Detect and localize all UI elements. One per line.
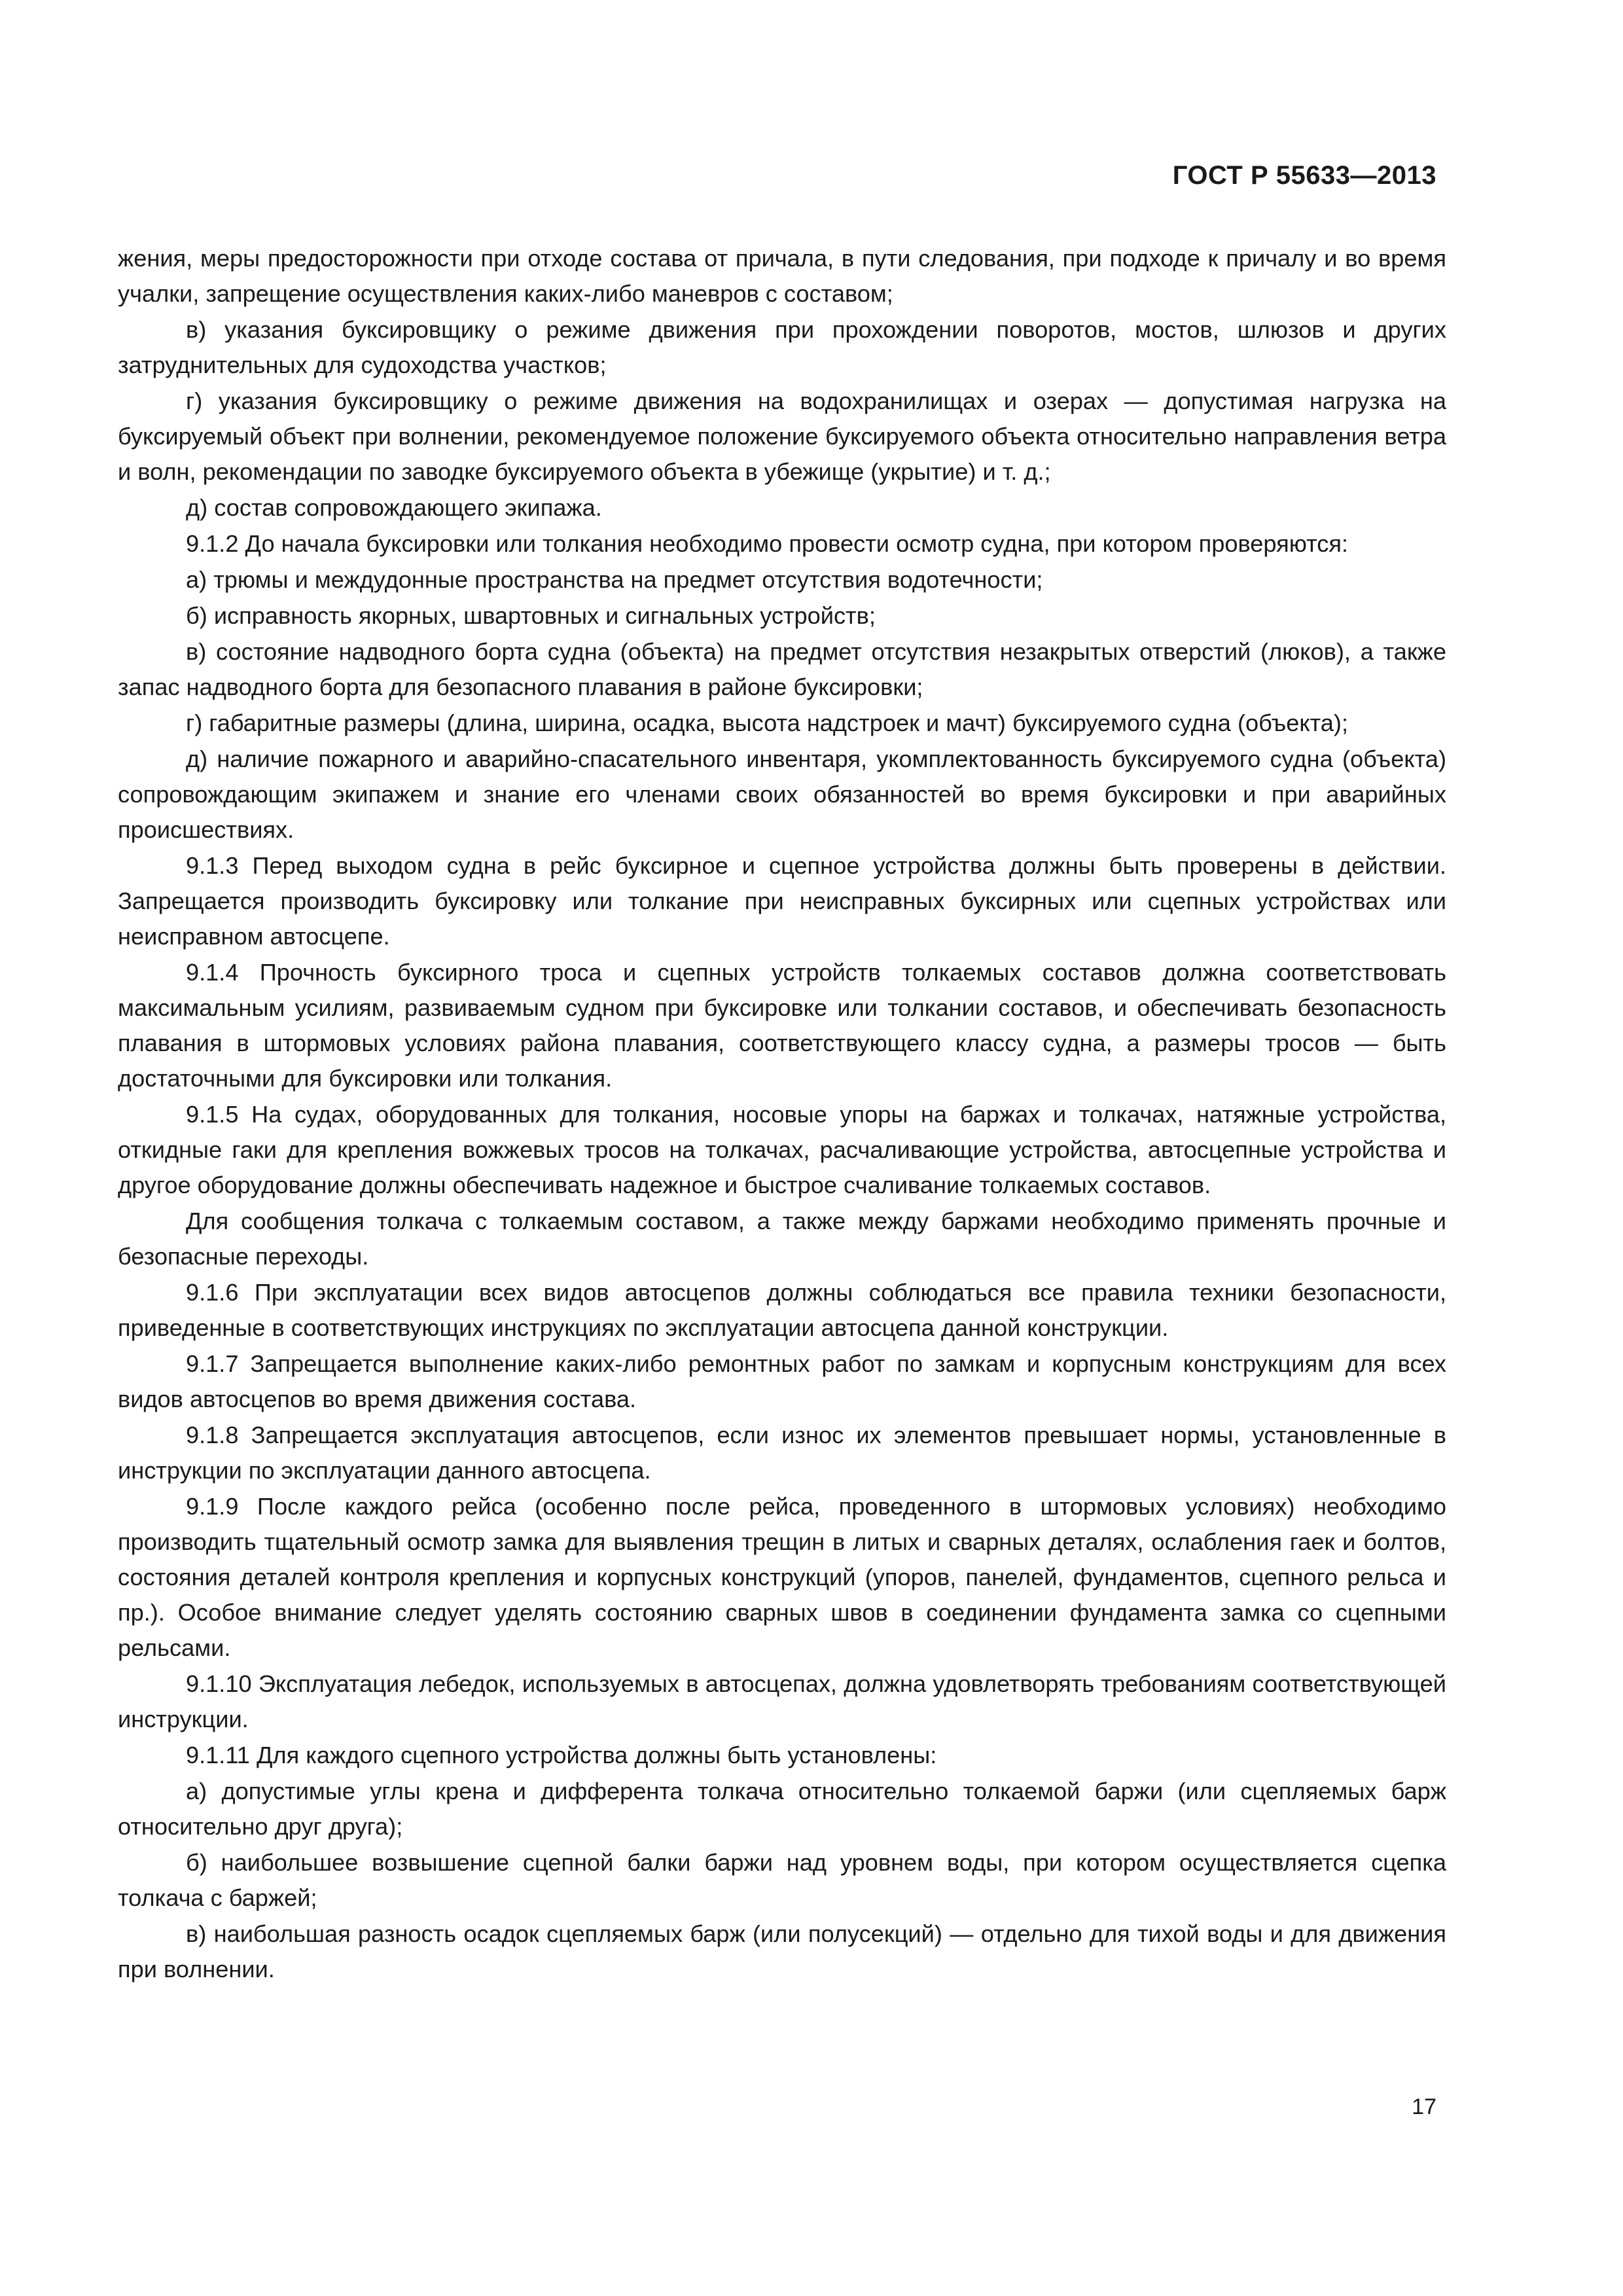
paragraph: г) габаритные размеры (длина, ширина, осадка, высота надстроек и мачт) буксируемого судна (объекта); xyxy=(186,709,1349,736)
paragraph: а) допустимые углы крена и дифферента толкача относительно толкаемой баржи (или сцепляемых барж относительно друг друга); xyxy=(118,1778,1446,1840)
document-body xyxy=(118,241,1446,1988)
paragraph: 9.1.6 При эксплуатации всех видов автосцепов должны соблюдаться все правила техники безопасности, приведенные в соответствующих инструкциях по эксплуатации автосцепа данной конструкции. xyxy=(118,1279,1446,1341)
paragraph: в) наибольшая разность осадок сцепляемых барж (или полусекций) — отдельно для тихой воды и для движения при волнении. xyxy=(118,1920,1446,1982)
paragraph: в) состояние надводного борта судна (объекта) на предмет отсутствия незакрытых отверстий (люков), а также запас надводного борта для безопасного плавания в районе буксировки; xyxy=(118,638,1446,700)
paragraph: д) состав сопровождающего экипажа. xyxy=(186,494,602,521)
paragraph: 9.1.10 Эксплуатация лебедок, используемых в автосцепах, должна удовлетворять требованиям соответствующей инструкции. xyxy=(118,1670,1446,1732)
paragraph: б) наибольшее возвышение сцепной балки баржи над уровнем воды, при котором осуществляется сцепка толкача с баржей; xyxy=(118,1849,1446,1911)
paragraph: д) наличие пожарного и аварийно-спасательного инвентаря, укомплектованность буксируемого судна (объекта) сопровождающим экипажем и знание его членами своих обязанностей во время буксировки и при аварийных происшествиях. xyxy=(118,745,1446,843)
paragraph: 9.1.3 Перед выходом судна в рейс буксирное и сцепное устройства должны быть проверены в действии. Запрещается производить буксировку или толкание при неисправных буксирных или сцепных устройствах или неисправном автосцепе. xyxy=(118,852,1446,950)
paragraph: а) трюмы и междудонные пространства на предмет отсутствия водотечности; xyxy=(186,566,1043,593)
paragraph: 9.1.4 Прочность буксирного троса и сцепных устройств толкаемых составов должна соответствовать максимальным усилиям, развиваемым судном при буксировке или толкании составов, и обеспечивать безопасность плавания в штормовых условиях района плавания, соответствующего классу судна, а размеры тросов — быть достаточными для буксировки или толкания. xyxy=(118,959,1446,1092)
paragraph: 9.1.2 До начала буксировки или толкания необходимо провести осмотр судна, при котором проверяются: xyxy=(186,530,1348,557)
paragraph: жения, меры предосторожности при отходе состава от причала, в пути следования, при подходе к причалу и во время учалки, запрещение осуществления каких-либо маневров с составом; xyxy=(118,245,1446,307)
standard-id-header: ГОСТ Р 55633—2013 xyxy=(1172,161,1436,190)
paragraph: 9.1.5 На судах, оборудованных для толкания, носовые упоры на баржах и толкачах, натяжные устройства, откидные гаки для крепления вожжевых тросов на толкачах, расчаливающие устройства, автосцепные устройства и другое оборудование должны обеспечивать надежное и быстрое счаливание толкаемых составов. xyxy=(118,1101,1446,1198)
paragraph: 9.1.7 Запрещается выполнение каких-либо ремонтных работ по замкам и корпусным конструкциям для всех видов автосцепов во время движения состава. xyxy=(118,1350,1446,1412)
paragraph: 9.1.9 После каждого рейса (особенно после рейса, проведенного в штормовых условиях) необходимо производить тщательный осмотр замка для выявления трещин в литых и сварных деталях, ослабления гаек и болтов, состояния деталей контроля крепления и корпусных конструкций (упоров, панелей, фундаментов, сцепного рельса и пр.). Особое внимание следует уделять состоянию сварных швов в соединении фундамента замка со сцепными рельсами. xyxy=(118,1493,1446,1661)
paragraph: б) исправность якорных, швартовных и сигнальных устройств; xyxy=(186,602,876,629)
paragraph: г) указания буксировщику о режиме движения на водохранилищах и озерах — допустимая нагрузка на буксируемый объект при волнении, рекомендуемое положение буксируемого объекта относительно направления ветра и волн, рекомендации по заводке буксируемого объекта в убежище (укрытие) и т. д.; xyxy=(118,387,1446,485)
paragraph: 9.1.11 Для каждого сцепного устройства должны быть установлены: xyxy=(186,1742,937,1768)
paragraph: Для сообщения толкача с толкаемым составом, а также между баржами необходимо применять прочные и безопасные переходы. xyxy=(118,1208,1446,1270)
page-number: 17 xyxy=(1412,2094,1436,2119)
paragraph: в) указания буксировщику о режиме движения при прохождении поворотов, мостов, шлюзов и других затруднительных для судоходства участков; xyxy=(118,316,1446,378)
paragraph: 9.1.8 Запрещается эксплуатация автосцепов, если износ их элементов превышает нормы, установленные в инструкции по эксплуатации данного автосцепа. xyxy=(118,1422,1446,1484)
